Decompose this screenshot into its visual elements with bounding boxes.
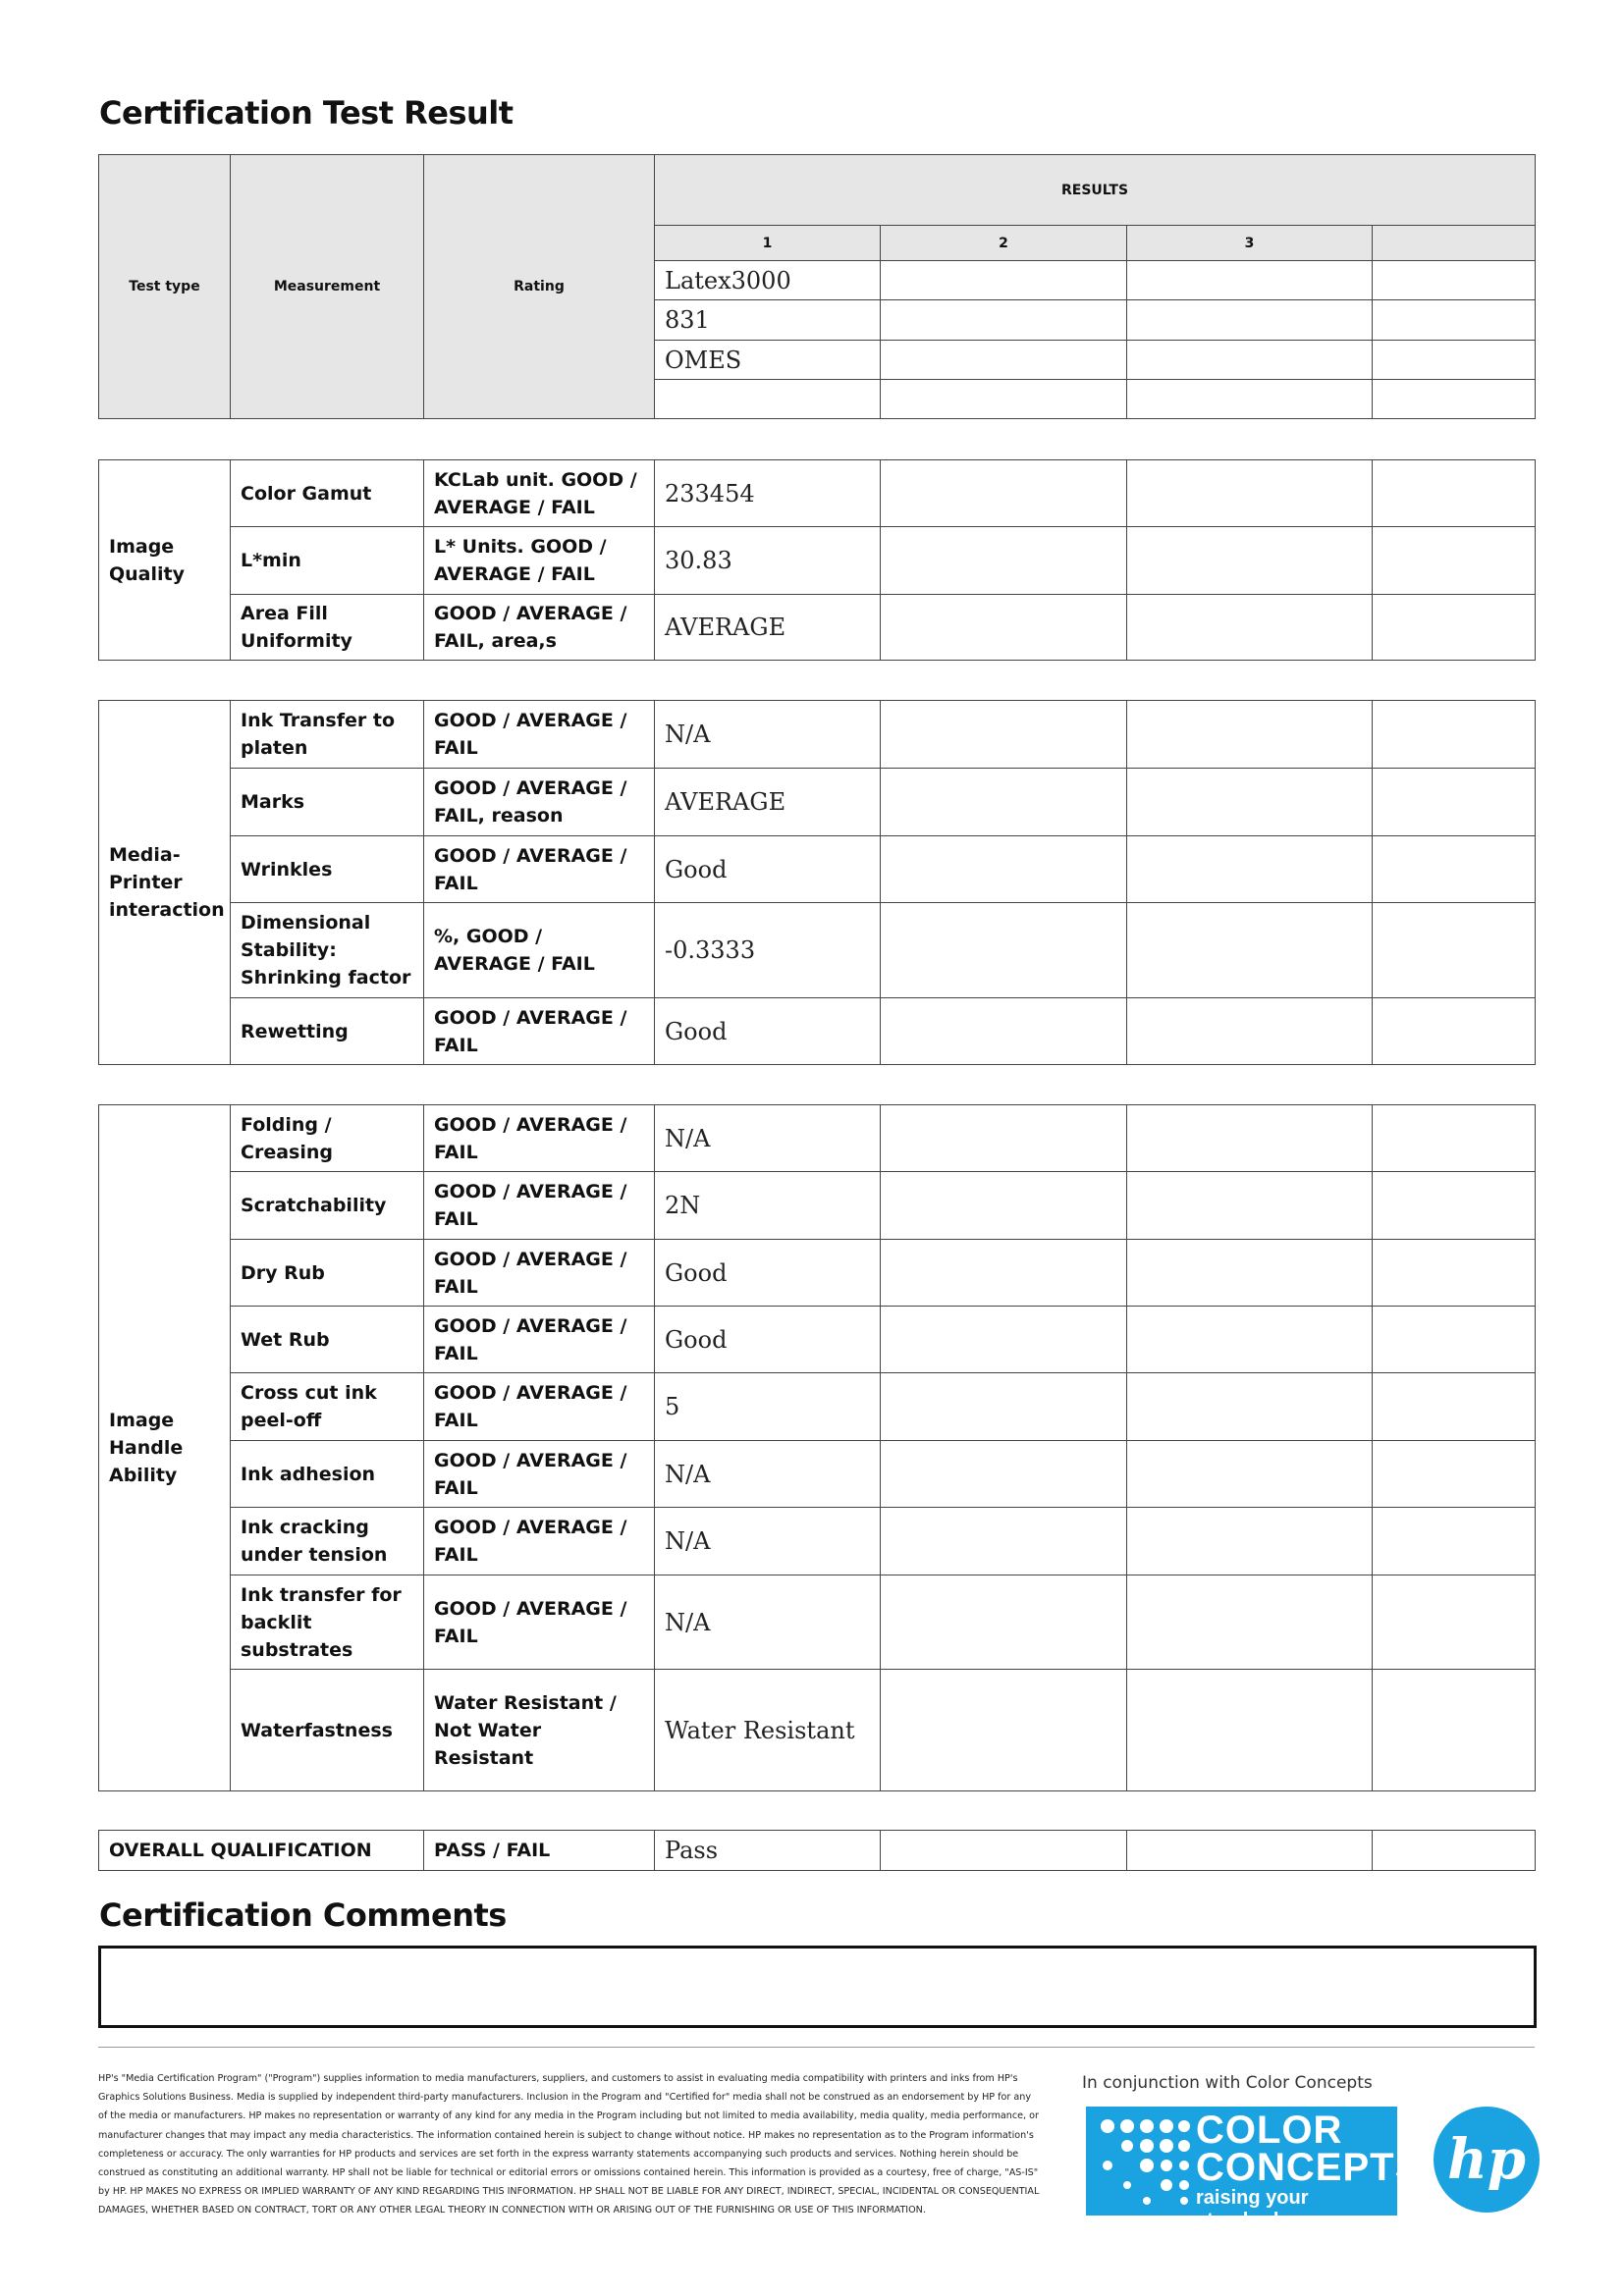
- results-header-table: [98, 154, 1536, 419]
- result-value: Good: [655, 998, 881, 1065]
- overall-rating: PASS / FAIL: [424, 1831, 655, 1871]
- rating-cell: GOOD / AVERAGE / FAIL: [424, 1307, 655, 1373]
- image-handle-table: [98, 1104, 1536, 1791]
- measurement-cell: Ink transfer for backlit substrates: [231, 1575, 424, 1670]
- rating-cell: Water Resistant / Not Water Resistant: [424, 1670, 655, 1791]
- rating-cell: GOOD / AVERAGE / FAIL: [424, 1575, 655, 1670]
- rating-cell: GOOD / AVERAGE / FAIL, reason: [424, 769, 655, 836]
- results-col-4: [1373, 226, 1536, 261]
- result-value: N/A: [655, 1508, 881, 1575]
- measurement-cell: Area Fill Uniformity: [231, 595, 424, 661]
- media-printer-table: [98, 700, 1536, 1065]
- results-col-2: 2: [881, 226, 1127, 261]
- rating-cell: GOOD / AVERAGE / FAIL: [424, 1172, 655, 1240]
- measurement-cell: Ink Transfer to platen: [231, 701, 424, 769]
- rating-cell: GOOD / AVERAGE / FAIL: [424, 1373, 655, 1441]
- result-value: Good: [655, 836, 881, 903]
- cc-tagline: raising your standards: [1196, 2187, 1309, 2231]
- color-concepts-logo: [1086, 2107, 1423, 2231]
- result-value: 30.83: [655, 527, 881, 595]
- rating-cell: GOOD / AVERAGE / FAIL: [424, 1105, 655, 1172]
- page-title: Certification Test Result: [99, 94, 514, 132]
- cc-line2: CONCEPTS: [1196, 2146, 1423, 2189]
- result-value: N/A: [655, 1105, 881, 1172]
- result-value: -0.3333: [655, 903, 881, 998]
- rating-cell: GOOD / AVERAGE / FAIL: [424, 1508, 655, 1575]
- conjunction-text: In conjunction with Color Concepts: [1082, 2073, 1373, 2093]
- disclaimer: HP's "Media Certification Program" ("Program") supplies information to media manufacturers, suppliers, and customers to assist in evaluating media compatibility with printers and inks from HP's Graphics Solutions Business. Media is supplied by independent third-party manufacturers. Inclusion in the Program and "Certified for" media shall not be construed as an endorsement by HP for any of the media or manufacturers. HP makes no representation or warranty of any kind for any media in the Program including but not limited to media availability, media quality, media performance, or manufacturer changes that may impact any media characteristics. The information contained herein is subject to change without notice. HP makes no representation as to the Program information's completeness or accuracy. The only warranties for HP products and services are set forth in the express warranty statements accompanying such products and services. Nothing herein should be construed as constituting an additional warranty. HP shall not be liable for technical or editorial errors or omissions contained herein. This information is provided as a courtesy, free of charge, "AS-IS" by HP. HP MAKES NO EXPRESS OR IMPLIED WARRANTY OF ANY KIND REGARDING THIS INFORMATION. HP SHALL NOT BE LIABLE FOR ANY DIRECT, INDIRECT, SPECIAL, INCIDENTAL OR CONSEQUENTIAL DAMAGES, WHETHER BASED ON CONTRACT, TORT OR ANY OTHER LEGAL THEORY IN CONNECTION WITH OR ARISING OUT OF THE FURNISHING OR USE OF THIS INFORMATION.: [98, 2073, 1040, 2216]
- footer-divider: [98, 2047, 1535, 2048]
- rating-cell: GOOD / AVERAGE / FAIL: [424, 998, 655, 1065]
- result-value: N/A: [655, 1575, 881, 1670]
- measurement-cell: Dimensional Stability: Shrinking factor: [231, 903, 424, 998]
- overall-label: OVERALL QUALIFICATION: [99, 1831, 424, 1871]
- measurement-cell: Dry Rub: [231, 1240, 424, 1307]
- printer-number: 831: [655, 300, 881, 341]
- group-label: Media-Printer interaction: [99, 701, 231, 1065]
- measurement-cell: Wet Rub: [231, 1307, 424, 1373]
- measurement-cell: Scratchability: [231, 1172, 424, 1240]
- result-value: N/A: [655, 1441, 881, 1508]
- rating-cell: GOOD / AVERAGE / FAIL: [424, 1441, 655, 1508]
- measurement-cell: Folding / Creasing: [231, 1105, 424, 1172]
- dot-grid-icon: [1094, 2114, 1192, 2208]
- overall-value: Pass: [655, 1831, 881, 1871]
- comments-box[interactable]: [98, 1946, 1537, 2028]
- result-value: 2N: [655, 1172, 881, 1240]
- measurement-cell: Waterfastness: [231, 1670, 424, 1791]
- overall-table: [98, 1830, 1536, 1871]
- rating-cell: GOOD / AVERAGE / FAIL, area,s: [424, 595, 655, 661]
- measurement-cell: Ink cracking under tension: [231, 1508, 424, 1575]
- result-value: Water Resistant: [655, 1670, 881, 1791]
- result-value: AVERAGE: [655, 595, 881, 661]
- result-value: AVERAGE: [655, 769, 881, 836]
- result-value: 233454: [655, 460, 881, 527]
- rating-cell: GOOD / AVERAGE / FAIL: [424, 701, 655, 769]
- measurement-header: Measurement: [231, 155, 424, 419]
- rating-cell: L* Units. GOOD / AVERAGE / FAIL: [424, 527, 655, 595]
- cc-line1: COLOR: [1196, 2109, 1343, 2152]
- printer-model: Latex3000: [655, 261, 881, 300]
- result-value: N/A: [655, 701, 881, 769]
- group-label: Image Handle Ability: [99, 1105, 231, 1791]
- results-col-3: 3: [1127, 226, 1373, 261]
- group-label: Image Quality: [99, 460, 231, 661]
- hp-logo: hp: [1434, 2107, 1540, 2213]
- rating-cell: KCLab unit. GOOD / AVERAGE / FAIL: [424, 460, 655, 527]
- measurement-cell: Color Gamut: [231, 460, 424, 527]
- result-value: Good: [655, 1307, 881, 1373]
- test-type-header: Test type: [99, 155, 231, 419]
- measurement-cell: Marks: [231, 769, 424, 836]
- result-value: 5: [655, 1373, 881, 1441]
- comments-title: Certification Comments: [99, 1896, 507, 1934]
- measurement-cell: Ink adhesion: [231, 1441, 424, 1508]
- rating-header: Rating: [424, 155, 655, 419]
- measurement-cell: L*min: [231, 527, 424, 595]
- measurement-cell: Rewetting: [231, 998, 424, 1065]
- vendor-name: OMES: [655, 341, 881, 380]
- rating-cell: %, GOOD / AVERAGE / FAIL: [424, 903, 655, 998]
- results-header: RESULTS: [655, 155, 1536, 226]
- image-quality-table: [98, 459, 1536, 661]
- rating-cell: GOOD / AVERAGE / FAIL: [424, 1240, 655, 1307]
- measurement-cell: Wrinkles: [231, 836, 424, 903]
- result-value: Good: [655, 1240, 881, 1307]
- measurement-cell: Cross cut ink peel-off: [231, 1373, 424, 1441]
- rating-cell: GOOD / AVERAGE / FAIL: [424, 836, 655, 903]
- results-col-1: 1: [655, 226, 881, 261]
